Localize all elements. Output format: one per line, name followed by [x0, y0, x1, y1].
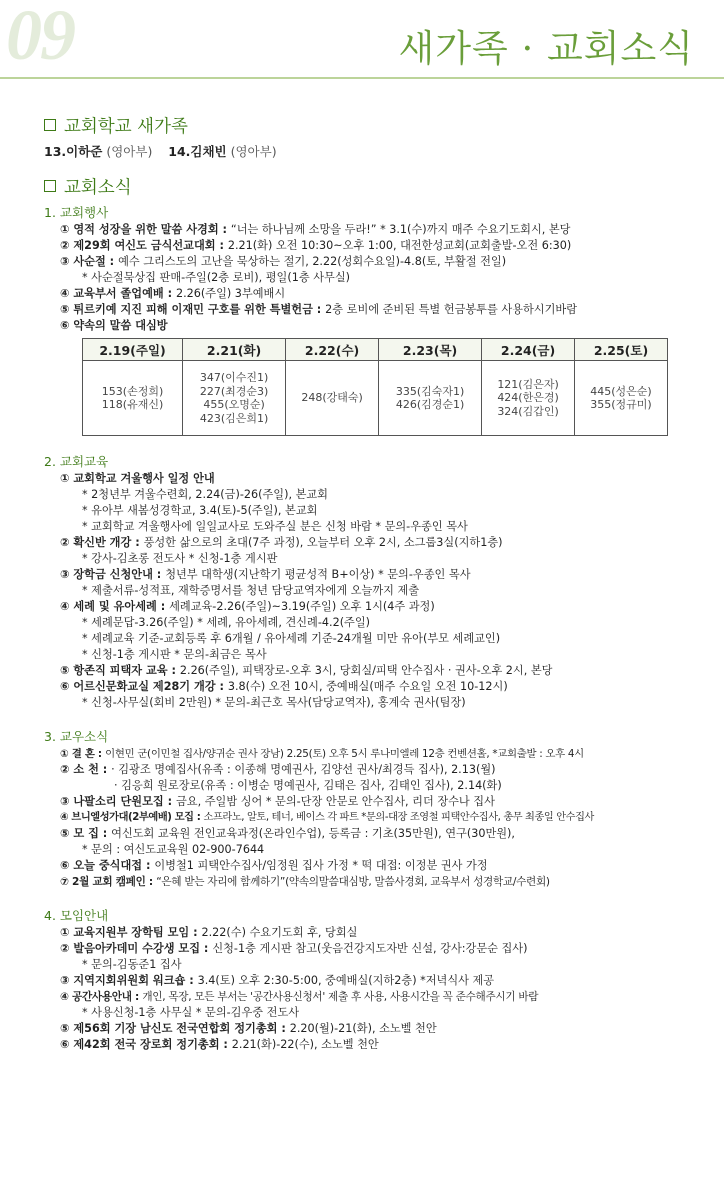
news-subitem: * 사용신청-1층 사무실 * 문의-김우중 전도사	[82, 1006, 300, 1019]
table-header-cell: 2.19(주일)	[83, 339, 183, 361]
news-subitem: * 신청-사무실(회비 2만원) * 문의-최근호 목사(담당교역자), 홍계숙 권사(팀장)	[82, 696, 466, 709]
table-header-cell: 2.24(금)	[482, 339, 575, 361]
news-item: ② 확신반 개강 : 풍성한 삶으로의 초대(7주 과정), 오늘부터 오후 2시, 소그룹3실(지하1층)	[60, 536, 503, 549]
news-subitem: * 신청-1층 게시판 * 문의-최금은 목사	[82, 648, 267, 661]
table-cell: 248(강태숙)	[286, 361, 379, 436]
news-item: ① 결 혼 : 이현민 군(이민철 집사/양귀순 권사 장남) 2.25(토) 오후 5시 루나미엘레 12층 컨벤션홀, *교회출발 : 오후 4시	[60, 748, 584, 760]
news-item: ⑦ 2월 교회 캠페인 : “은혜 받는 자리에 함께하기”(약속의말씀대심방, 말씀사경회, 교육부서 성경학교/수련회)	[60, 876, 550, 888]
visitation-schedule-table	[82, 338, 668, 436]
news-subitem: * 세례교육 기준-교회등록 후 6개월 / 유아세례 기준-24개월 미만 유아(부모 세례교인)	[82, 632, 501, 645]
square-bullet-icon	[44, 180, 56, 192]
table-header-cell: 2.25(토)	[575, 339, 668, 361]
news-item: ④ 공간사용안내 : 개인, 목장, 모든 부서는 '공간사용신청서' 제출 후 사용, 사용시간을 꼭 준수해주시기 바람	[60, 991, 539, 1003]
news-subitem: * 문의 : 여신도교육원 02-900-7644	[82, 843, 265, 856]
table-header-cell: 2.21(화)	[183, 339, 286, 361]
news-subitem: * 세례문답-3.26(주일) * 세례, 유아세례, 견신례-4.2(주일)	[82, 616, 371, 629]
news-heading-text: 교회소식	[64, 178, 132, 198]
news-item: ② 제29회 여신도 금식선교대회 : 2.21(화) 오전 10:30~오후 1:00, 대전한성교회(교회출발-오전 6:30)	[60, 239, 572, 252]
news-subitem: · 김응희 원로장로(유족 : 이병순 명예권사, 김태은 집사, 김태인 집사), 2.14(화)	[114, 779, 502, 792]
news-item: ⑥ 어르신문화교실 제28기 개강 : 3.8(수) 오전 10시, 중예배실(매주 수요일 오전 10-12시)	[60, 680, 508, 693]
news-item: ① 영적 성장을 위한 말씀 사경회 : “너는 하나님께 소망을 두라!” * 3.1(수)까지 매주 수요기도회시, 본당	[60, 223, 571, 236]
member-dept: (영아부)	[106, 144, 153, 159]
table-cell: 445(성은순) 355(정규미)	[575, 361, 668, 436]
table-cell: 153(손정희) 118(유재신)	[83, 361, 183, 436]
news-item: ③ 장학금 신청안내 : 청년부 대학생(지난학기 평균성적 B+이상) * 문의-우종인 목사	[60, 568, 471, 581]
news-subitem: * 유아부 새봄성경학교, 3.4(토)-5(주일), 본교회	[82, 504, 318, 517]
news-item: ⑥ 오늘 중식대접 : 이병철1 피택안수집사/임정원 집사 가정 * 떡 대접: 이정분 권사 가정	[60, 859, 488, 872]
table-cell: 121(김은자) 424(한은경) 324(김갑인)	[482, 361, 575, 436]
news-heading	[44, 174, 704, 199]
header-divider	[0, 77, 724, 79]
news-item: ③ 나팔소리 단원모집 : 금요, 주일밤 싱어 * 문의-단장 안문로 안수집사, 리더 장수나 집사	[60, 795, 495, 808]
section-title: 3. 교우소식	[44, 729, 109, 744]
news-item: ④ 세례 및 유아세례 : 세례교육-2.26(주일)~3.19(주일) 오후 1시(4주 과정)	[60, 600, 435, 613]
news-item: ⑤ 제56회 기장 남신도 전국연합회 정기총회 : 2.20(월)-21(화), 소노벨 천안	[60, 1022, 437, 1035]
table-cell: 347(이수진1) 227(최경순3) 455(오명순) 423(김은희1)	[183, 361, 286, 436]
news-item: ⑥ 제42회 전국 장로회 정기총회 : 2.21(화)-22(수), 소노벨 천안	[60, 1038, 379, 1051]
section-title: 2. 교회교육	[44, 454, 109, 469]
new-family-heading	[44, 113, 704, 138]
news-item: ④ 브니엘성가대(2부예배) 모집 : 소프라노, 알토, 테너, 베이스 각 파트 *문의-대장 조영철 피택안수집사, 총무 최종일 안수집사	[60, 812, 594, 823]
table-row	[83, 361, 668, 436]
news-item: ② 발음아카데미 수강생 모집 : 신청-1층 게시판 참고(웃음건강지도자반 신설, 강사:강문순 집사)	[60, 942, 528, 955]
new-family-heading-text: 교회학교 새가족	[64, 117, 188, 137]
member-name: 14.김채빈	[168, 144, 227, 159]
news-item: ① 교회학교 겨울행사 일정 안내	[60, 472, 215, 485]
news-item: ⑥ 약속의 말씀 대심방	[60, 319, 168, 332]
news-subitem: * 사순절묵상집 판매-주일(2층 로비), 평일(1층 사무실)	[82, 271, 350, 284]
new-family-list	[44, 142, 704, 160]
member-dept: (영아부)	[230, 144, 277, 159]
table-header-row	[83, 339, 668, 361]
section-title: 1. 교회행사	[44, 205, 109, 220]
table-header-cell: 2.23(목)	[379, 339, 482, 361]
page-title: 새가족 · 교회소식	[398, 27, 694, 70]
square-bullet-icon	[44, 119, 56, 131]
news-item: ⑤ 튀르키예 지진 피해 이재민 구호를 위한 특별헌금 : 2층 로비에 준비된 특별 헌금봉투를 사용하시기바람	[60, 303, 578, 316]
table-header-cell: 2.22(수)	[286, 339, 379, 361]
page-number: 09	[6, 0, 74, 75]
news-subitem: * 2청년부 겨울수련회, 2.24(금)-26(주일), 본교회	[82, 488, 328, 501]
news-subitem: * 강사-김초롱 전도사 * 신청-1층 게시판	[82, 552, 278, 565]
section-title: 4. 모임안내	[44, 908, 109, 923]
news-item: ④ 교육부서 졸업예배 : 2.26(주일) 3부예배시	[60, 287, 286, 300]
content	[44, 113, 704, 1053]
news-item: ③ 지역지회위원회 워크숍 : 3.4(토) 오후 2:30-5:00, 중예배실(지하2층) *저녁식사 제공	[60, 974, 495, 987]
news-subitem: * 제출서류-성적표, 재학증명서를 청년 담당교역자에게 오늘까지 제출	[82, 584, 420, 597]
news-subitem: * 교회학교 겨울행사에 일일교사로 도와주실 분은 신청 바람 * 문의-우종인 목사	[82, 520, 468, 533]
table-cell: 335(김숙자1) 426(김경순1)	[379, 361, 482, 436]
news-item: ⑤ 모 집 : 여신도회 교육원 전인교육과정(온라인수업), 등록금 : 기초(35만원), 연구(30만원),	[60, 827, 515, 840]
news-item: ② 소 천 : · 김광조 명예집사(유족 : 이종해 명예권사, 김양선 권사/최경득 집사), 2.13(월)	[60, 763, 496, 776]
news-item: ① 교육지원부 장학팀 모임 : 2.22(수) 수요기도회 후, 당회실	[60, 926, 358, 939]
news-item: ⑤ 항존직 피택자 교육 : 2.26(주일), 피택장로-오후 3시, 당회실/피택 안수집사 · 권사-오후 2시, 본당	[60, 664, 553, 677]
member-name: 13.이하준	[44, 144, 103, 159]
news-subitem: * 문의-김동준1 집사	[82, 958, 182, 971]
news-item: ③ 사순절 : 예수 그리스도의 고난을 묵상하는 절기, 2.22(성회수요일)-4.8(토, 부활절 전일)	[60, 255, 507, 268]
